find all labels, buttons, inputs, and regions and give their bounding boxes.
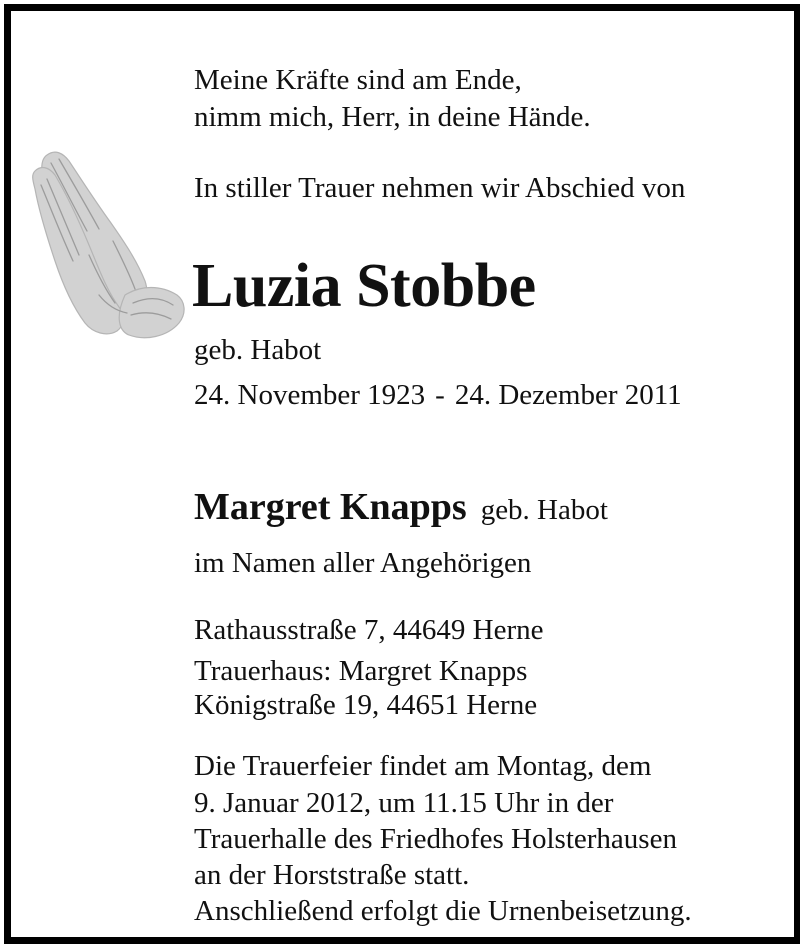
birth-date: 24. November 1923 xyxy=(194,379,426,411)
announcement-line-3: Trauerhalle des Friedhofes Holsterhausen xyxy=(194,823,677,855)
verse-line-1: Meine Kräfte sind am Ende, xyxy=(194,64,522,96)
announcement-line-1: Die Trauerfeier findet am Montag, dem xyxy=(194,750,652,782)
address-line-3: Königstraße 19, 44651 Herne xyxy=(194,689,538,721)
address-line-1: Rathausstraße 7, 44649 Herne xyxy=(194,614,544,646)
praying-hands-icon xyxy=(29,145,189,345)
date-separator: - xyxy=(435,379,445,411)
intro-text: In stiller Trauer nehmen wir Abschied von xyxy=(194,172,686,204)
life-dates xyxy=(194,378,682,413)
announcement-line-2: 9. Januar 2012, um 11.15 Uhr in der xyxy=(194,787,614,819)
mourner-name: Margret Knapps xyxy=(194,486,467,528)
mourner-line xyxy=(194,485,608,537)
deceased-birth-name: geb. Habot xyxy=(194,334,322,366)
obituary-frame xyxy=(4,4,800,944)
address-line-2: Trauerhaus: Margret Knapps xyxy=(194,655,528,687)
death-date: 24. Dezember 2011 xyxy=(454,379,682,411)
mourner-birth-name: geb. Habot xyxy=(480,494,608,526)
verse-line-2: nimm mich, Herr, in deine Hände. xyxy=(194,101,591,133)
on-behalf-text: im Namen aller Angehörigen xyxy=(194,547,532,579)
announcement-line-4: an der Horststraße statt. xyxy=(194,859,470,891)
announcement-line-5: Anschließend erfolgt die Urnenbeisetzung. xyxy=(194,895,692,927)
deceased-name: Luzia Stobbe xyxy=(192,252,536,320)
